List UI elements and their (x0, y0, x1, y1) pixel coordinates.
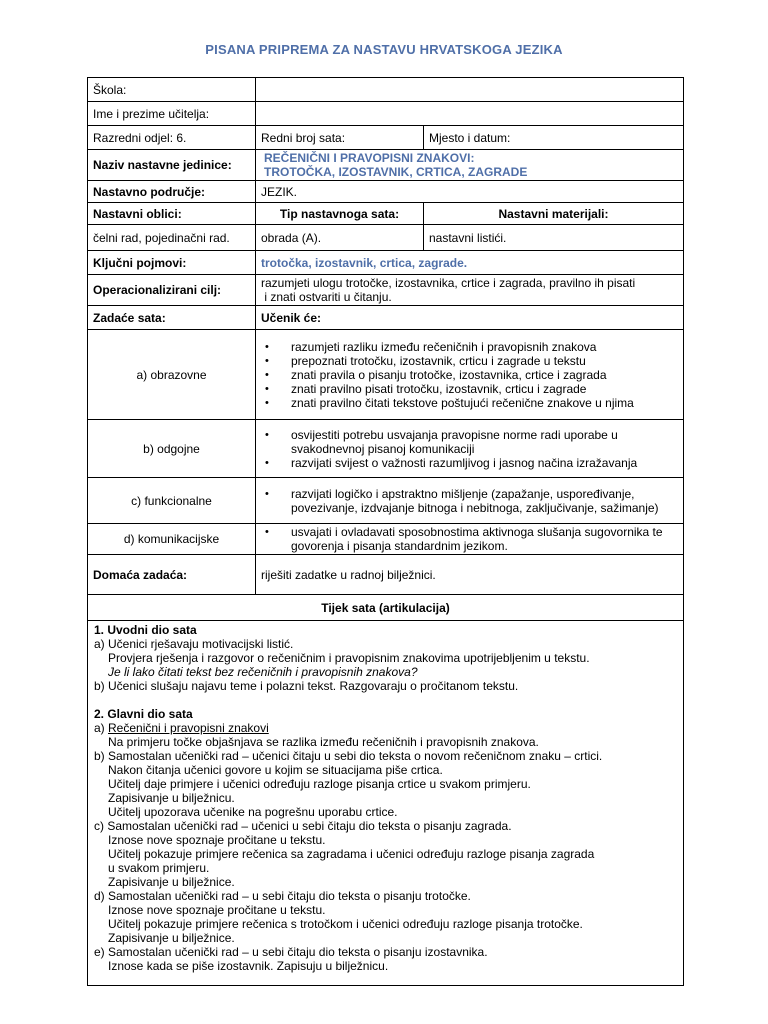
obrazovne-list-cell (256, 330, 684, 420)
razred-label: Razredni odjel: 6. (88, 126, 256, 150)
naziv-label: Naziv nastavne jedinice: (88, 150, 256, 181)
row-funkcionalne (88, 478, 684, 524)
row-odgojne (88, 420, 684, 478)
tijek-line: Zapisivanje u bilježnicu. (108, 791, 235, 805)
pojmovi-label: Ključni pojmovi: (88, 251, 256, 275)
tijek-line: Zapisivanje u bilježnice. (108, 875, 235, 889)
list-item: • znati pravilno pisati trotočku, izostavnik, crticu i zagrade (291, 382, 678, 396)
row-podrucje (88, 181, 684, 203)
row-ucitelj (88, 102, 684, 126)
tip-sata-value: obrada (A). (256, 225, 424, 251)
oblici-label: Nastavni oblici: (88, 203, 256, 225)
odgojne-list-cell (256, 420, 684, 478)
tip-sata-label: Tip nastavnoga sata: (256, 203, 424, 225)
list-item: • razumjeti razliku između rečeničnih i pravopisnih znakova (291, 340, 678, 354)
row-cilj (88, 275, 684, 306)
domaca-label: Domaća zadaća: (88, 555, 256, 595)
ucitelj-label: Ime i prezime učitelja: (88, 102, 256, 126)
list-item: • razvijati logičko i apstraktno mišljenje (zapažanje, uspoređivanje, povezivanje, izdvajanje bitnoga i nebitnoga, zaključivanje, sažimanje) (291, 487, 678, 515)
odgojne-label: b) odgojne (88, 420, 256, 478)
tijek-line: Iznose nove spoznaje pročitane u tekstu. (108, 833, 326, 847)
list-item: • znati pravila o pisanju trotočke, izostavnika, crtice i zagrada (291, 368, 678, 382)
ucenik-ce-label: Učenik će: (256, 306, 684, 330)
tijek-line: d) Samostalan učenički rad – u sebi čitaju dio teksta o pisanju trotočke. (94, 889, 471, 903)
tijek-line: Učitelj upozorava učenike na pogrešnu uporabu crtice. (108, 805, 398, 819)
cilj-value (256, 275, 684, 306)
funkcionalne-list (261, 487, 678, 515)
skola-label: Škola: (88, 78, 256, 102)
tijek-line: Nakon čitanja učenici govore u kojim se situacijama piše crtica. (108, 763, 443, 777)
funkcionalne-list-cell (256, 478, 684, 524)
ucitelj-value[interactable] (256, 102, 684, 126)
row-pojmovi (88, 251, 684, 275)
cilj-line-2: i znati ostvariti u čitanju. (261, 290, 392, 304)
pojmovi-value: trotočka, izostavnik, crtica, zagrade. (256, 251, 684, 275)
cilj-line-1: razumjeti ulogu trotočke, izostavnika, crtice i zagrada, pravilno ih pisati (261, 276, 636, 290)
tijek-line: Iznose nove spoznaje pročitane u tekstu. (108, 903, 326, 917)
tijek-line: Na primjeru točke objašnjava se razlika između rečeničnih i pravopisnih znakova. (108, 735, 539, 749)
mjesto-datum-label: Mjesto i datum: (424, 126, 684, 150)
list-item: • razvijati svijest o važnosti razumljivog i jasnog načina izražavanja (291, 456, 678, 470)
item-prefix: a) (94, 721, 109, 735)
odgojne-list (261, 428, 678, 470)
naziv-value (256, 150, 684, 181)
zadace-label: Zadaće sata: (88, 306, 256, 330)
tijek-question: Je li lako čitati tekst bez rečeničnih i pravopisnih znakova? (108, 665, 418, 679)
uvodni-dio-title: 1. Uvodni dio sata (94, 623, 197, 637)
domaca-value: riješiti zadatke u radnoj bilježnici. (256, 555, 684, 595)
materijali-value: nastavni listići. (424, 225, 684, 251)
komunikacijske-label: d) komunikacijske (88, 524, 256, 555)
tijek-line: Zapisivanje u bilježnice. (108, 931, 235, 945)
cilj-label: Operacionalizirani cilj: (88, 275, 256, 306)
row-oblici-values (88, 225, 684, 251)
tijek-line: u svakom primjeru. (108, 861, 210, 875)
tijek-line: b) Samostalan učenički rad – učenici čitaju u sebi dio teksta o novom rečeničnom znaku – crtici. (94, 749, 603, 763)
row-tijek-body (88, 621, 684, 986)
row-domaca (88, 555, 684, 595)
redni-broj-label: Redni broj sata: (256, 126, 424, 150)
funkcionalne-label: c) funkcionalne (88, 478, 256, 524)
row-zadace-header (88, 306, 684, 330)
oblici-value: čelni rad, pojedinačni rad. (88, 225, 256, 251)
row-oblici-header (88, 203, 684, 225)
lesson-plan-table (87, 77, 684, 986)
row-komunikacijske (88, 524, 684, 555)
tijek-line: b) Učenici slušaju najavu teme i polazni tekst. Razgovaraju o pročitanom tekstu. (94, 679, 519, 693)
komunikacijske-list (261, 525, 678, 553)
obrazovne-list (261, 340, 678, 410)
tijek-line: Učitelj pokazuje primjere rečenica s trotočkom i učenici određuju razloge pisanja trotočke. (108, 917, 583, 931)
obrazovne-label: a) obrazovne (88, 330, 256, 420)
list-item: • usvajati i ovladavati sposobnostima aktivnoga slušanja sugovornika te govorenja i pisanja standardnim jezikom. (291, 525, 678, 553)
row-naziv (88, 150, 684, 181)
row-skola (88, 78, 684, 102)
skola-value[interactable] (256, 78, 684, 102)
list-item: • prepoznati trotočku, izostavnik, crticu i zagrade u tekstu (291, 354, 678, 368)
tijek-line: Provjera rješenja i razgovor o rečeničnim i pravopisnim znakovima upotrijebljenim u tekstu. (108, 651, 590, 665)
tijek-line (94, 721, 677, 735)
list-item: • znati pravilno čitati tekstove poštujući rečenične znakove u njima (291, 396, 678, 410)
podrucje-label: Nastavno područje: (88, 181, 256, 203)
row-obrazovne (88, 330, 684, 420)
row-razred (88, 126, 684, 150)
tijek-header: Tijek sata (artikulacija) (88, 595, 684, 621)
komunikacijske-list-cell (256, 524, 684, 555)
glavni-dio-title: 2. Glavni dio sata (94, 707, 193, 721)
row-tijek-header (88, 595, 684, 621)
naziv-line-1: REČENIČNI I PRAVOPISNI ZNAKOVI: (264, 151, 475, 165)
materijali-label: Nastavni materijali: (424, 203, 684, 225)
tijek-line: Učitelj daje primjere i učenici određuju razloge pisanja crtice u svakom primjeru. (108, 777, 531, 791)
subsection-title: Rečenični i pravopisni znakovi (108, 721, 269, 735)
tijek-line: Iznose kada se piše izostavnik. Zapisuju u bilježnicu. (108, 959, 389, 973)
tijek-body (88, 621, 684, 986)
tijek-line: c) Samostalan učenički rad – učenici u sebi čitaju dio teksta o pisanju zagrada. (94, 819, 512, 833)
podrucje-value: JEZIK. (256, 181, 684, 203)
list-item: • osvijestiti potrebu usvajanja pravopisne norme radi uporabe u svakodnevnoj pisanoj komunikaciji (291, 428, 678, 456)
document-title: PISANA PRIPREMA ZA NASTAVU HRVATSKOGA JEZIKA (205, 42, 563, 57)
tijek-line: e) Samostalan učenički rad – u sebi čitaju dio teksta o pisanju izostavnika. (94, 945, 488, 959)
tijek-line: a) Učenici rješavaju motivacijski listić. (94, 637, 294, 651)
tijek-line: Učitelj pokazuje primjere rečenica sa zagradama i učenici određuju razloge pisanja zagrada (108, 847, 595, 861)
naziv-line-2: TROTOČKA, IZOSTAVNIK, CRTICA, ZAGRADE (264, 165, 528, 179)
